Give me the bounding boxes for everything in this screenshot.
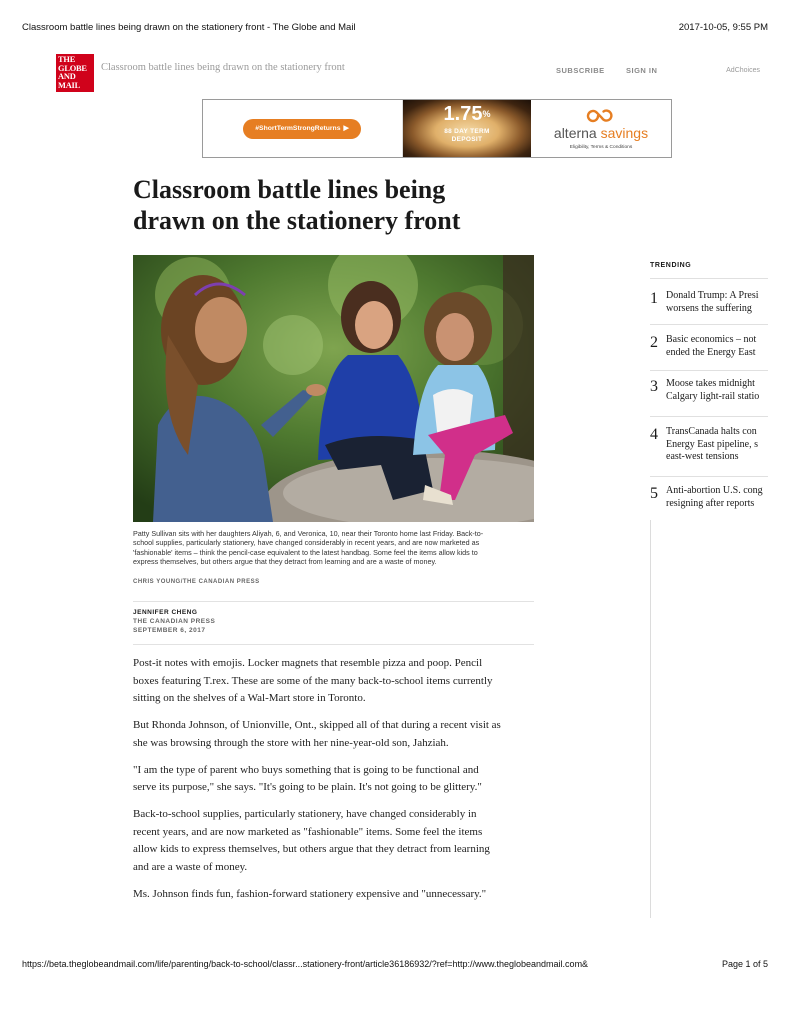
trending-rank: 4	[650, 426, 658, 443]
article-paragraph	[133, 762, 533, 797]
article-body	[133, 655, 533, 913]
trending-rank: 1	[650, 290, 658, 307]
logo-dot-icon	[59, 93, 62, 96]
headline-line: Classroom battle lines being	[133, 175, 446, 204]
paragraph-line: recent years, and are now marketed as "fashionable" items. Some feel the items	[133, 825, 483, 838]
print-page-title: Classroom battle lines being drawn on the stationery front - The Globe and Mail	[22, 22, 356, 33]
caption-line: Patty Sullivan sits with her daughters Aliyah, 6, and Veronica, 10, near their Toronto home last Friday. Back-to-	[133, 529, 484, 538]
print-header	[22, 22, 768, 36]
article-headline	[133, 174, 533, 236]
ad-brand-name	[531, 125, 671, 141]
print-url: https://beta.theglobeandmail.com/life/parenting/back-to-school/classr...stationery-front/article36186932/?ref=http://www.theglobeandmail.com&	[22, 959, 589, 969]
play-arrow-icon: ▶	[343, 125, 349, 132]
trending-item[interactable]	[650, 416, 768, 476]
ad-cta-button[interactable]	[243, 119, 361, 139]
logo-line: AND	[58, 72, 76, 82]
article-paragraph	[133, 717, 533, 752]
trending-item[interactable]	[650, 476, 768, 522]
ad-cta-panel	[203, 100, 403, 157]
byline-divider-top	[133, 601, 534, 602]
trending-rank: 5	[650, 485, 658, 502]
logo-line: THE	[58, 55, 76, 64]
paragraph-line: Ms. Johnson finds fun, fashion-forward stationery expensive and "unnecessary."	[133, 887, 487, 900]
print-footer	[22, 959, 768, 973]
trending-title[interactable]: Donald Trump: A Presi worsens the suffering	[666, 290, 759, 314]
ad-brand-part2: savings	[596, 125, 649, 141]
site-header	[56, 54, 770, 94]
author-name[interactable]: JENNIFER CHENG	[133, 609, 198, 616]
globe-and-mail-logo[interactable]	[56, 54, 94, 92]
ad-rate-value: 1.75	[443, 103, 483, 125]
paragraph-line: Back-to-school supplies, particularly stationery, have changed considerably in	[133, 808, 477, 820]
trending-sidebar	[650, 262, 768, 922]
print-page-number: Page 1 of 5	[721, 959, 768, 969]
logo-line-text: MAIL	[58, 80, 80, 90]
paragraph-line: boxes featuring T.rex. These are some of the many back-to-school items currently	[133, 674, 493, 687]
article-paragraph	[133, 655, 533, 708]
paragraph-line: sitting on the shelves of a Wal-Mart store in Toronto.	[133, 692, 366, 704]
article-lead-photo	[133, 255, 534, 522]
photo-illustration	[133, 255, 534, 522]
subscribe-link[interactable]: SUBSCRIBE	[556, 66, 605, 75]
trending-title[interactable]: Basic economics – not ended the Energy East	[666, 334, 757, 358]
ad-brand-panel	[531, 100, 671, 157]
header-article-title: Classroom battle lines being drawn on the stationery front	[101, 62, 345, 73]
adchoices-link[interactable]: AdChoices	[726, 67, 760, 74]
ad-term-line: 88 DAY TERM	[444, 128, 490, 135]
logo-line: GLOBE	[58, 63, 87, 73]
trending-title[interactable]: Moose takes midnight Calgary light-rail statio	[666, 378, 760, 402]
alterna-logo-icon	[586, 108, 614, 124]
trending-list	[650, 278, 768, 522]
caption-line: express themselves, but others argue that they detract from learning and are a waste of money.	[133, 557, 437, 567]
ad-brand-part1: alterna	[553, 125, 597, 141]
ad-rate-unit: %	[482, 109, 491, 119]
paragraph-line: allow kids to express themselves, but others argue that they detract from learning	[133, 843, 490, 855]
news-agency: THE CANADIAN PRESS	[133, 618, 216, 625]
sign-in-link[interactable]: SIGN IN	[626, 66, 658, 75]
paragraph-line: But Rhonda Johnson, of Unionville, Ont., skipped all of that during a recent visit as	[133, 719, 501, 731]
trending-item[interactable]	[650, 324, 768, 370]
publish-date: SEPTEMBER 6, 2017	[133, 627, 206, 634]
byline	[133, 608, 215, 635]
paragraph-line: Post-it notes with emojis. Locker magnets that resemble pizza and poop. Pencil	[133, 657, 483, 669]
paragraph-line: and are a waste of money.	[133, 860, 248, 873]
photo-credit: CHRIS YOUNG/THE CANADIAN PRESS	[133, 579, 260, 585]
trending-label: TRENDING	[650, 262, 692, 269]
ad-fine-print: Eligibility, Terms & Conditions	[569, 145, 633, 150]
logo-line	[58, 82, 92, 99]
trending-item[interactable]	[650, 278, 768, 324]
paragraph-line: she was browsing through the store with her nine-year-old son, Jahziah.	[133, 736, 449, 749]
photo-caption	[133, 529, 534, 567]
headline-line: drawn on the stationery front	[133, 206, 461, 235]
trending-rank: 3	[650, 378, 658, 395]
sidebar-rule	[650, 520, 651, 918]
ad-term-line: DEPOSIT	[451, 136, 483, 143]
trending-title[interactable]: Anti-abortion U.S. cong resigning after reports	[666, 485, 763, 509]
ad-coffee-cup-image	[403, 100, 531, 157]
ad-banner[interactable]	[202, 99, 672, 158]
ad-rate	[403, 103, 531, 125]
trending-title[interactable]: TransCanada halts con Energy East pipeline, s east-west tensions	[666, 426, 759, 462]
paragraph-line: "I am the type of parent who buys something that is going to be functional and	[133, 763, 479, 776]
byline-divider-bottom	[133, 644, 534, 645]
ad-term	[403, 128, 531, 144]
ad-cta-label: #ShortTermStrongReturns	[255, 125, 341, 132]
caption-line: school supplies, particularly stationery, have changed considerably in recent years, and are now marketed as	[133, 538, 480, 548]
paragraph-line: serve its purpose," she says. "It's going to be plain. It's not going to be glittery."	[133, 781, 482, 793]
trending-rank: 2	[650, 334, 658, 351]
caption-line: 'fashionable' items – think the pencil-case equivalent to the latest handbag. Some feel the items allow kids to	[133, 547, 478, 557]
print-datetime: 2017-10-05, 9:55 PM	[678, 22, 768, 33]
article-paragraph	[133, 886, 533, 904]
article-paragraph	[133, 806, 533, 876]
trending-item[interactable]	[650, 370, 768, 416]
